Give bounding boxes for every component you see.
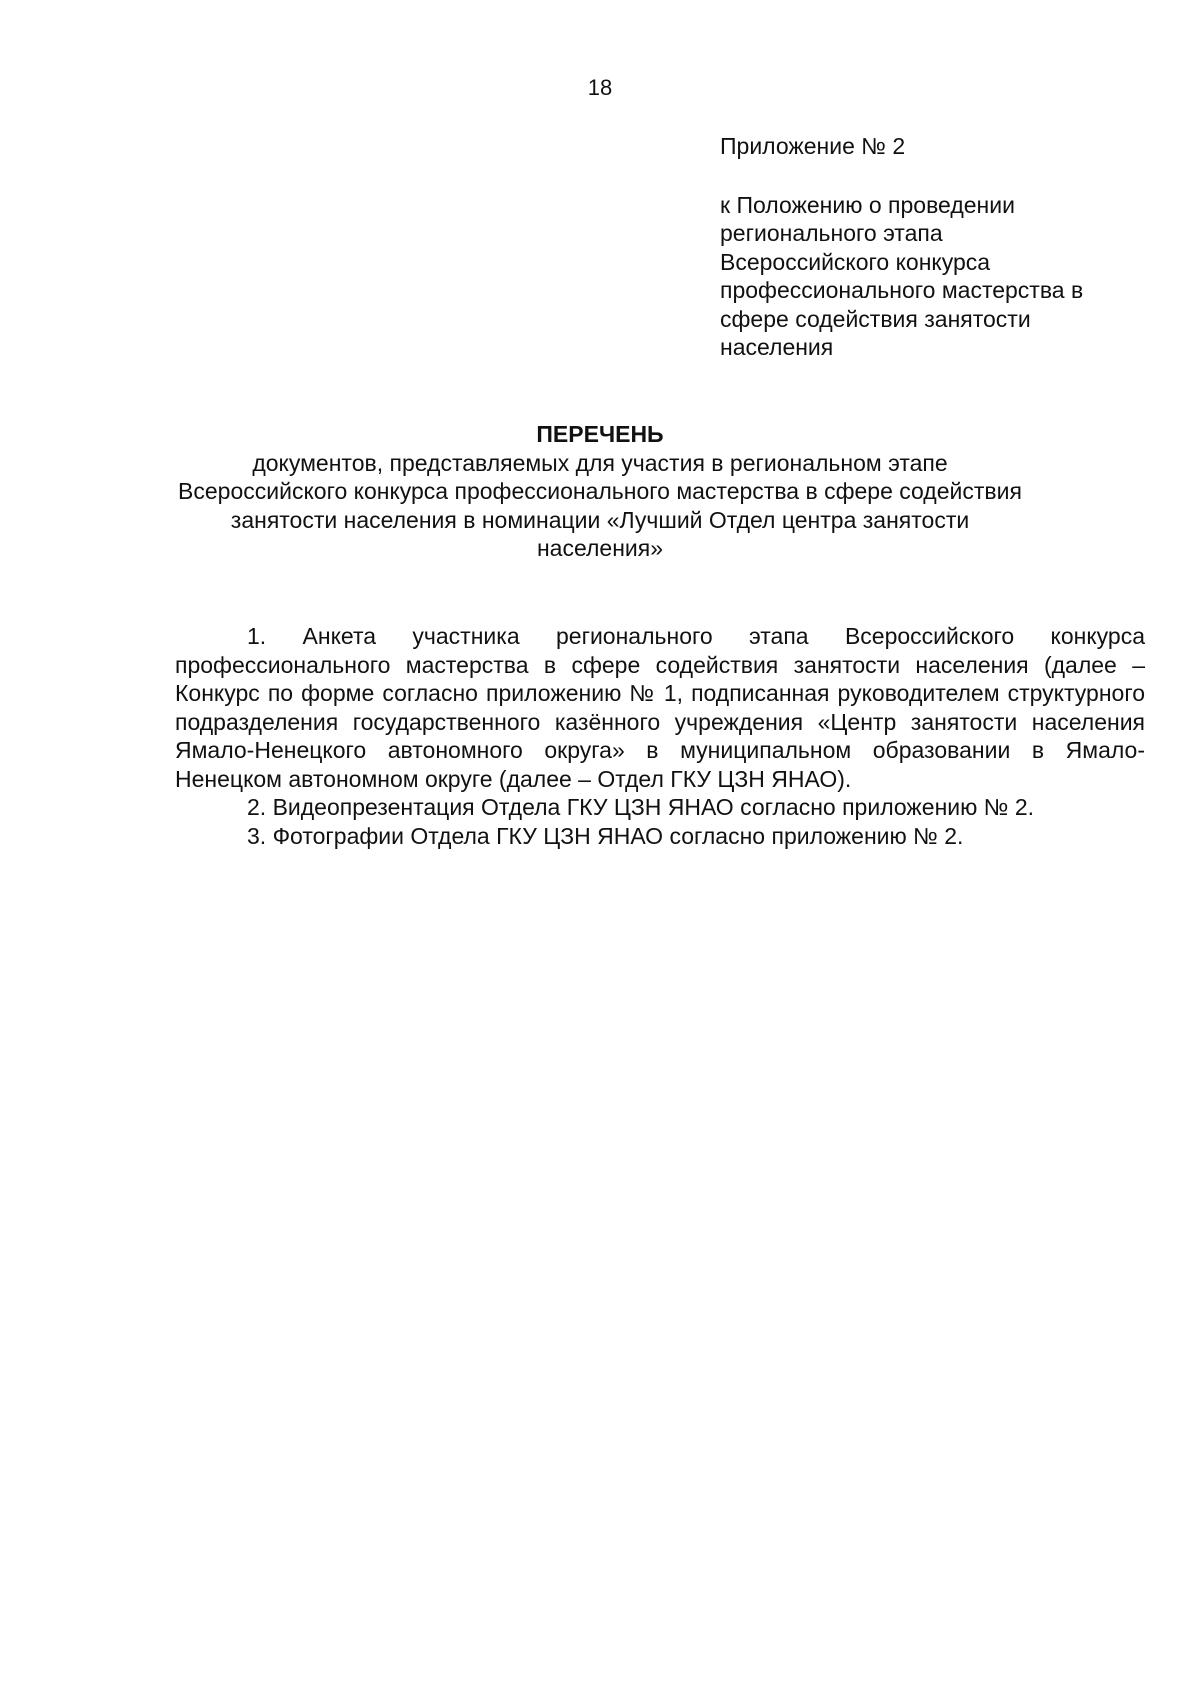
list-item: 3. Фотографии Отдела ГКУ ЦЗН ЯНАО согласно приложению № 2. [247,822,964,849]
appendix-description: к Положению о проведении регионального этапа Всероссийского конкурса профессионального мастерства в сфере содействия занятости населения [720,191,1084,360]
document-heading [140,420,1060,563]
list-item: 1. Анкета участника регионального этапа Всероссийского конкурса профессионального мастерства в сфере содействия занятости населения (далее – Конкурс по форме согласно приложению № 1, подписанная руководителем структурного подразделения государственного казённого учреждения «Центр занятости населения Ямало-Ненецкого автономного округа» в муниципальном образовании в Ямало-Ненецком автономном округе (далее – Отдел ГКУ ЦЗН ЯНАО). [175,623,1145,792]
document-subtitle: документов, представляемых для участия в региональном этапе Всероссийского конкурса профессионального мастерства в сфере содействия занятости населения в номинации «Лучший Отдел центра занятости населения» [178,449,1022,561]
documents-list [175,622,1145,850]
document-title: ПЕРЕЧЕНЬ [536,421,664,447]
list-item: 2. Видеопрезентация Отдела ГКУ ЦЗН ЯНАО согласно приложению № 2. [247,794,1035,820]
page-number: 18 [587,75,613,100]
appendix-block [720,132,1160,362]
appendix-number: Приложение № 2 [720,133,906,159]
